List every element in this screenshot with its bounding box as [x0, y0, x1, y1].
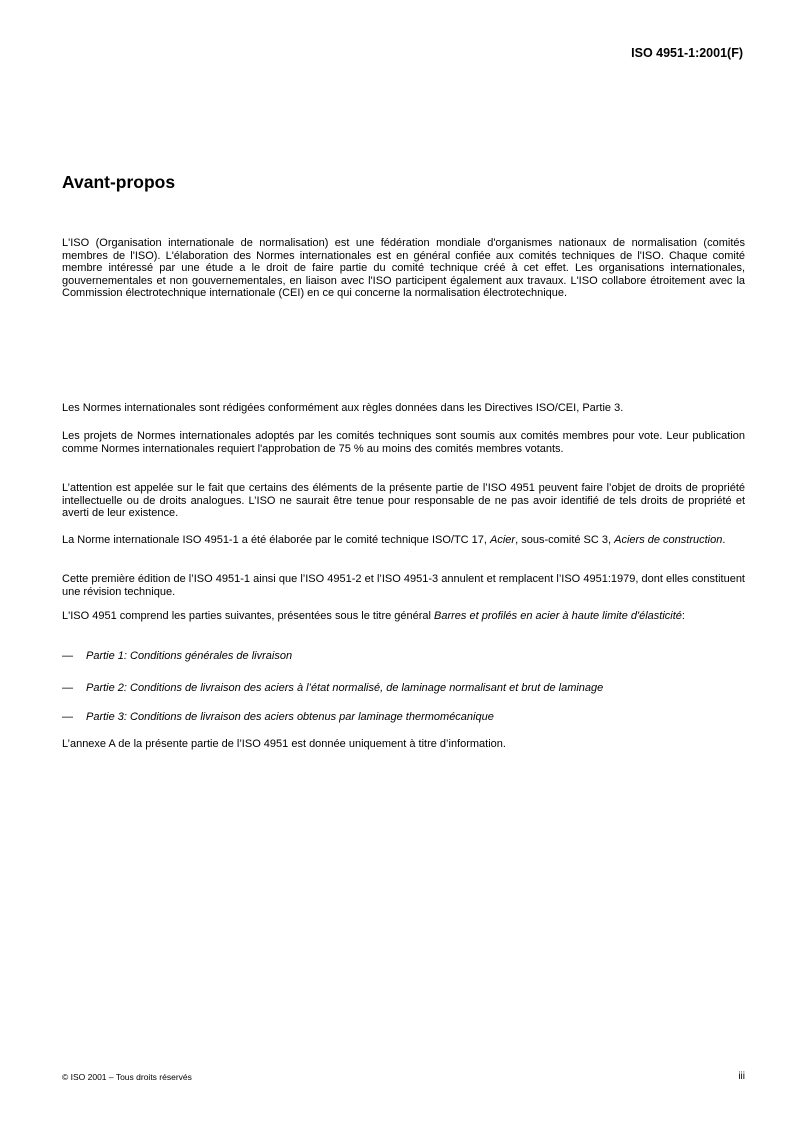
list-item	[62, 682, 745, 695]
dash: —	[62, 650, 73, 662]
document-id: ISO 4951-1:2001(F)	[631, 46, 743, 60]
dash: —	[62, 682, 73, 694]
list-item-text: Partie 1: Conditions générales de livraison	[86, 650, 293, 662]
text: .	[722, 534, 726, 546]
text: L'ISO 4951 comprend les parties suivantes, présentées sous le titre général	[62, 610, 435, 622]
paragraph-patents: L’attention est appelée sur le fait que certains des éléments de la présente partie de l’ISO 4951 peuvent faire l’objet de droits de propriété intellectuelle ou de droits analogues. L’ISO ne saurait être tenue pour responsable de ne pas avoir identifié de tels droits de propriété et averti de leur existence.	[62, 482, 745, 520]
general-title: Barres et profilés en acier à haute limite d'élasticité	[434, 610, 682, 622]
footer-copyright: © ISO 2001 – Tous droits réservés	[62, 1072, 192, 1082]
list-item	[62, 650, 745, 663]
paragraph-iso-intro: L'ISO (Organisation internationale de normalisation) est une fédération mondiale d'organismes nationaux de normalisation (comités membres de l'ISO). L'élaboration des Normes internationales est en général confiée aux comités techniques de l'ISO. Chaque comité membre intéressé par une étude a le droit de faire partie du comité technique créé à cet effet. Les organisations internationales, gouvernementales et non gouvernementales, en liaison avec l'ISO participent également aux travaux. L'ISO collabore étroitement avec la Commission électrotechnique internationale (CEI) en ce qui concerne la normalisation électrotechnique.	[62, 237, 745, 300]
text: :	[681, 610, 685, 622]
paragraph-committee	[62, 534, 745, 547]
dash: —	[62, 711, 73, 723]
text: La Norme internationale ISO 4951-1 a été élaborée par le comité technique ISO/TC 17,	[62, 534, 491, 546]
text: , sous-comité SC 3,	[515, 534, 615, 546]
list-item	[62, 711, 745, 724]
list-item-text: Partie 3: Conditions de livraison des aciers obtenus par laminage thermomécanique	[86, 711, 494, 723]
paragraph-parts	[62, 610, 745, 623]
paragraph-edition: Cette première édition de l’ISO 4951-1 ainsi que l’ISO 4951-2 et l’ISO 4951-3 annulent et remplacent l’ISO 4951:1979, dont elles constituent une révision technique.	[62, 573, 745, 598]
committee-name: Acier	[490, 534, 516, 546]
paragraph-voting: Les projets de Normes internationales adoptés par les comités techniques sont soumis aux comités membres pour vote. Leur publication comme Normes internationales requiert l'approbation de 75 % au moins des comités membres votants.	[62, 430, 745, 455]
page-number: iii	[738, 1071, 745, 1082]
list-item-text: Partie 2: Conditions de livraison des aciers à l’état normalisé, de laminage normalisant et brut de laminage	[86, 682, 604, 694]
paragraph-directives: Les Normes internationales sont rédigées conformément aux règles données dans les Directives ISO/CEI, Partie 3.	[62, 402, 624, 414]
page-title: Avant-propos	[62, 172, 176, 192]
subcommittee-name: Aciers de construction	[614, 534, 723, 546]
paragraph-annex: L’annexe A de la présente partie de l’ISO 4951 est donnée uniquement à titre d’information.	[62, 738, 506, 750]
